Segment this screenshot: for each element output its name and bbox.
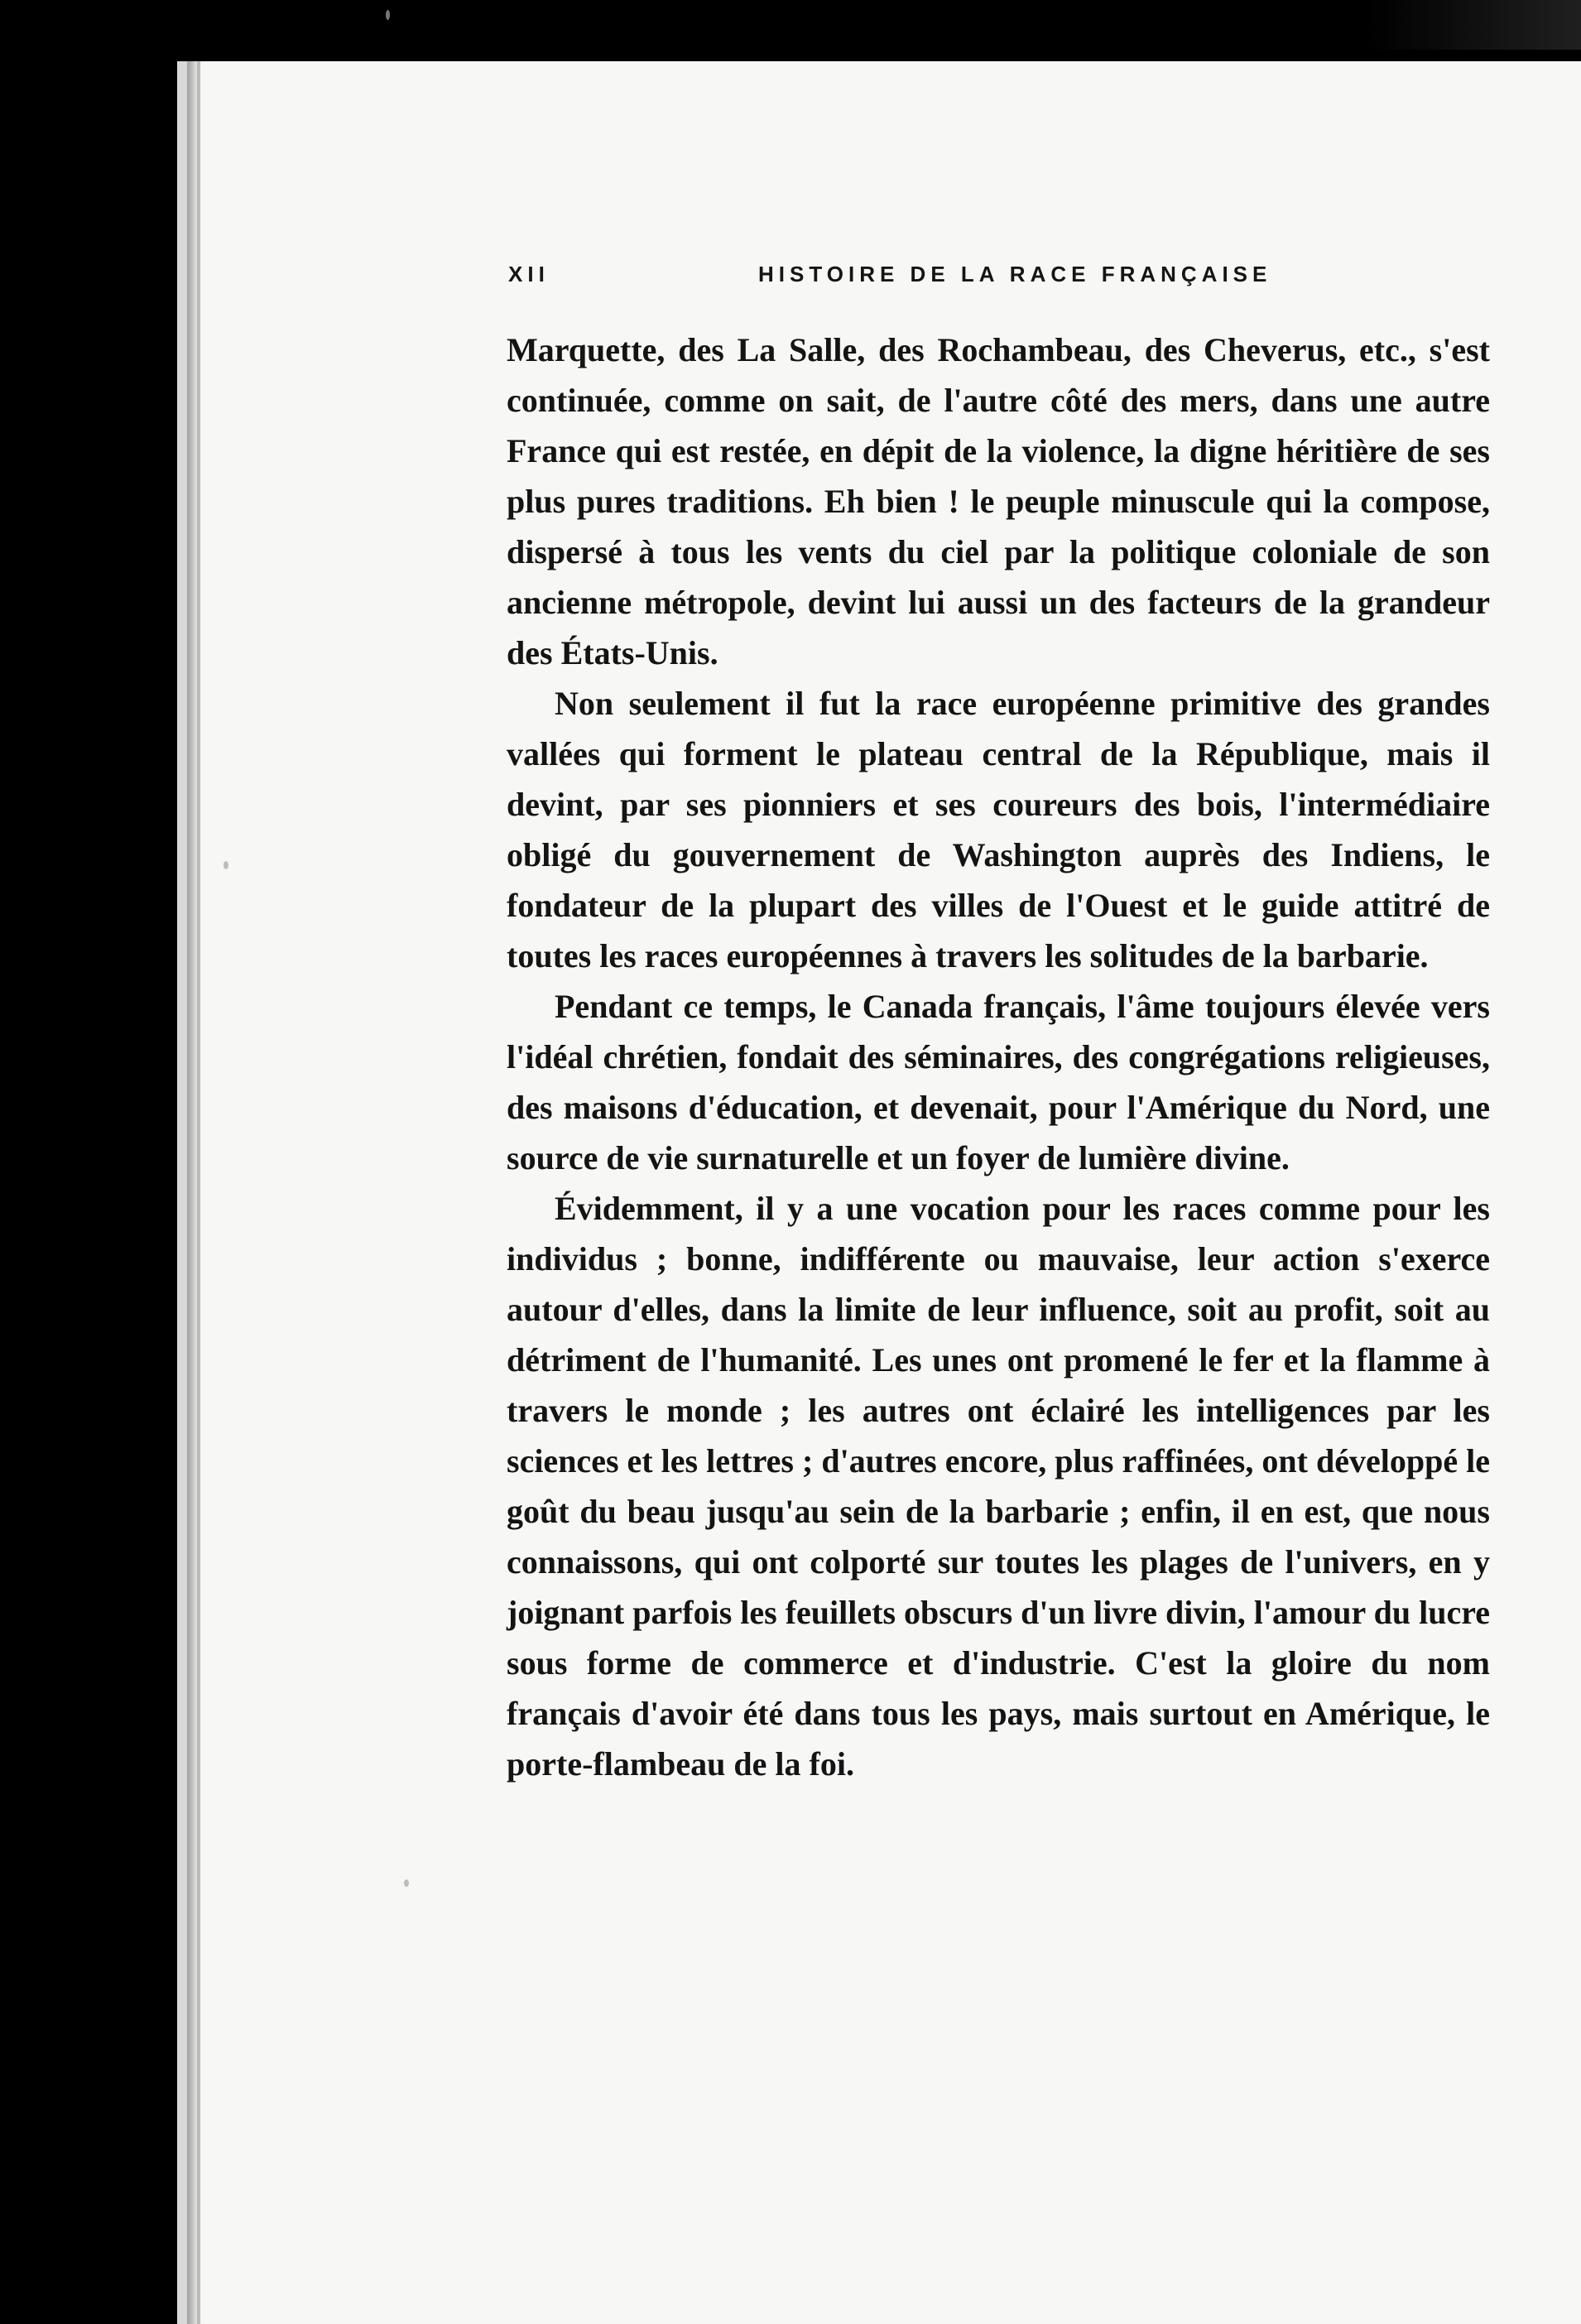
paragraph: Évidemment, il y a une vocation pour les races comme pour les individus ; bonne, indifférente ou mauvaise, leur action s'exerce autour d'elles, dans la limite de leur influence, soit au profit, soit au détriment de l'humanité. Les unes ont promené le fer et la flamme à travers le monde ; les autres ont éclairé les intelligences par les sciences et les lettres ; d'autres encore, plus raffinées, ont développé le goût du beau jusqu'au sein de la barbarie ; enfin, il en est, que nous connaissons, qui ont colporté sur toutes les plages de l'univers, en y joignant parfois les feuillets obscurs d'un livre divin, l'amour du lucre sous forme de commerce et d'industrie. C'est la gloire du nom français d'avoir été dans tous les pays, mais surtout en Amérique, le porte-flambeau de la foi. bbox=[507, 1190, 1490, 1783]
page-number: XII bbox=[508, 262, 550, 286]
running-header bbox=[508, 262, 1493, 295]
scan-artifact bbox=[1366, 0, 1581, 50]
paragraph: Non seulement il fut la race européenne primitive des grandes vallées qui forment le plateau central de la République, mais il devint, par ses pionniers et ses coureurs des bois, l'intermédiaire obligé du gouvernement de Washington auprès des Indiens, le fondateur de la plupart des villes de l'Ouest et le guide attitré de toutes les races européennes à travers les solitudes de la barbarie. bbox=[507, 685, 1490, 974]
paragraph: Pendant ce temps, le Canada français, l'âme toujours élevée vers l'idéal chrétien, fondait des séminaires, des congrégations religieuses, des maisons d'éducation, et devenait, pour l'Amérique du Nord, une source de vie surnaturelle et un foyer de lumière divine. bbox=[507, 988, 1490, 1176]
body-text bbox=[507, 325, 1490, 1789]
scan-speck bbox=[386, 10, 390, 20]
scan-speck bbox=[404, 1879, 409, 1887]
page-edge bbox=[177, 61, 187, 2324]
scan-speck bbox=[223, 861, 228, 869]
paragraph-continued: Marquette, des La Salle, des Rochambeau, des Cheverus, etc., s'est continuée, comme on sait, de l'autre côté des mers, dans une autre France qui est restée, en dépit de la violence, la digne héritière de ses plus pures traditions. Eh bien ! le peuple minuscule qui la compose, dispersé à tous les vents du ciel par la politique coloniale de son ancienne métropole, devint lui aussi un des facteurs de la grandeur des États-Unis. bbox=[507, 331, 1490, 671]
running-title: HISTOIRE DE LA RACE FRANÇAISE bbox=[758, 262, 1272, 286]
binding-shadow bbox=[197, 61, 200, 2324]
